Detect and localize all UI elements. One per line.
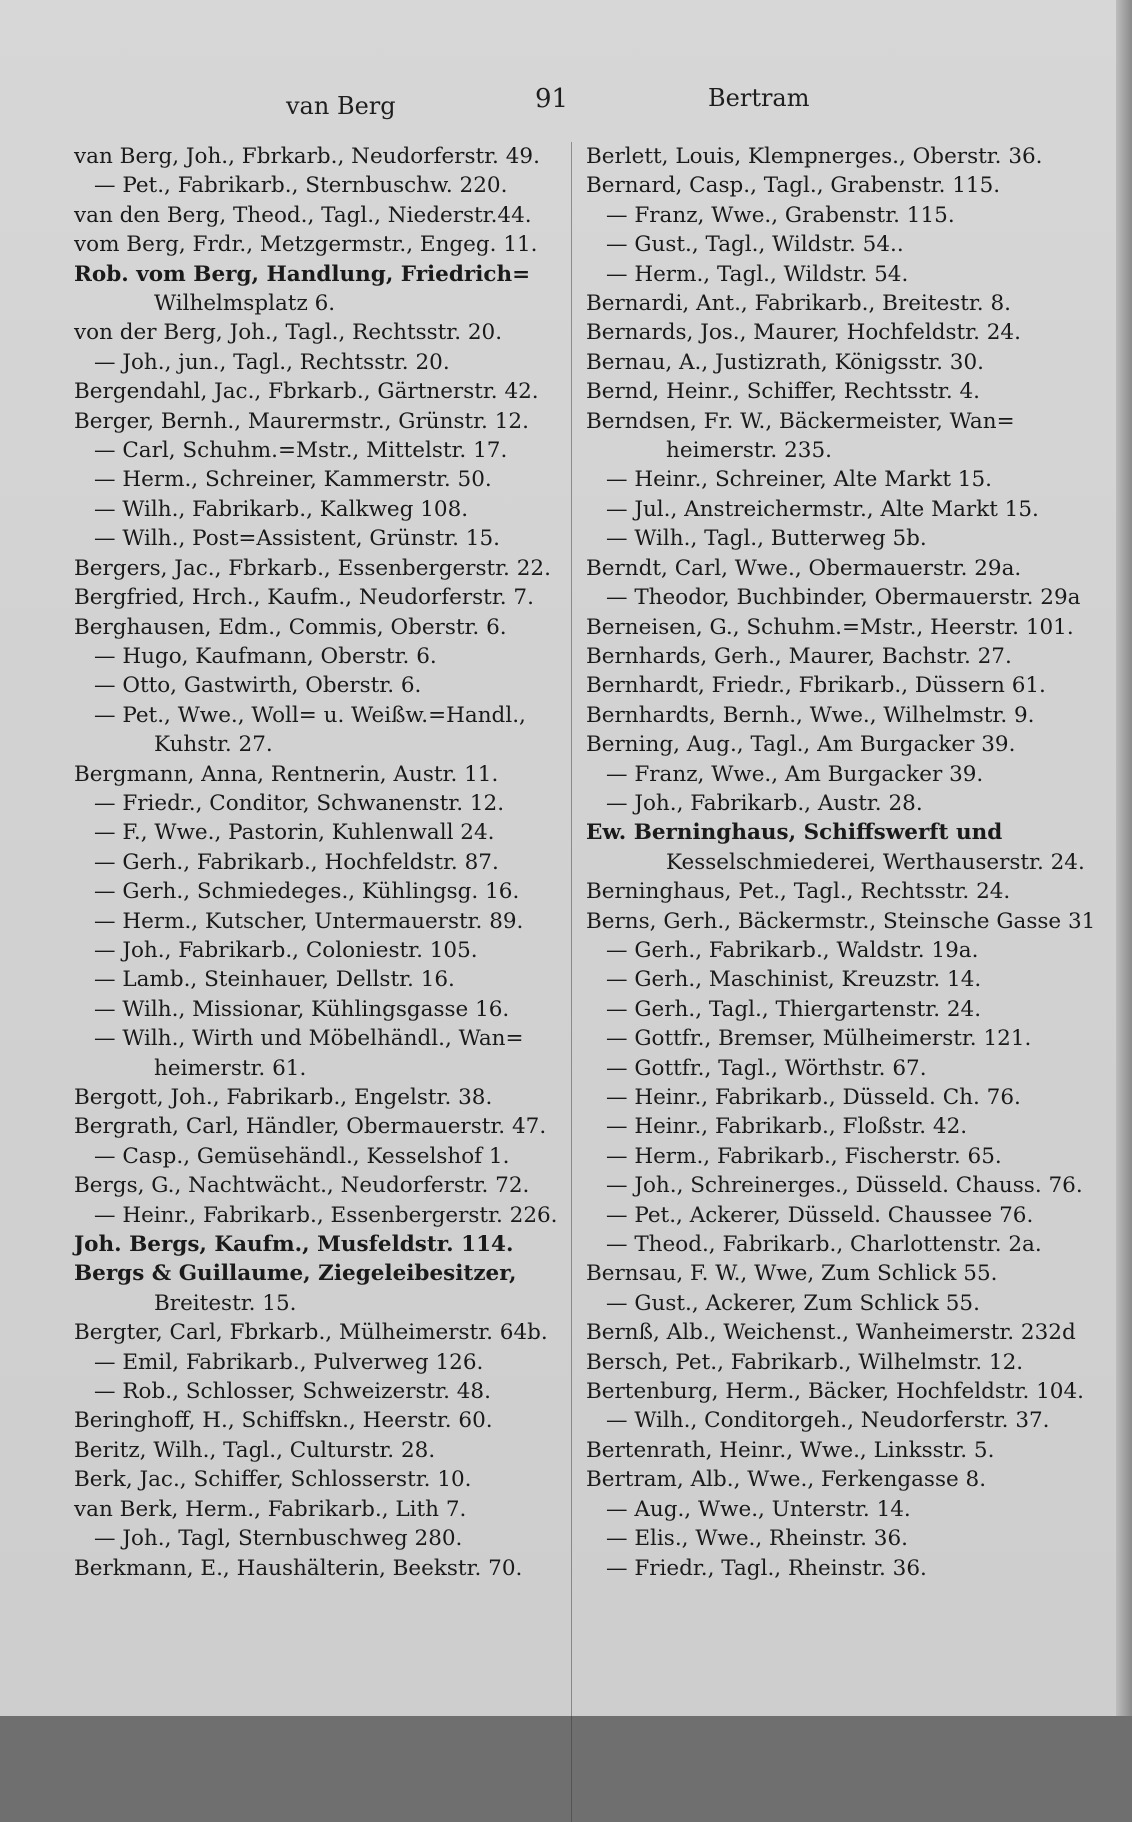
page-edge [1116,0,1132,1716]
directory-entry: Breitestr. 15. [154,1290,297,1316]
directory-entry: heimerstr. 235. [666,438,832,464]
directory-entry: — Theodor, Buchbinder, Obermauerstr. 29a [606,585,1081,611]
directory-entry: Bergter, Carl, Fbrkarb., Mülheimerstr. 64b. [74,1320,548,1346]
directory-entry: — Emil, Fabrikarb., Pulverweg 126. [94,1349,484,1375]
page-header [0,84,1132,124]
directory-entry: — Franz, Wwe., Grabenstr. 115. [606,202,955,228]
directory-entry: Beritz, Wilh., Tagl., Culturstr. 28. [74,1437,436,1463]
directory-entry: — Wilh., Conditorgeh., Neudorferstr. 37. [606,1408,1050,1434]
header-right-keyword: Bertram [708,84,810,112]
directory-entry: — Rob., Schlosser, Schweizerstr. 48. [94,1379,491,1405]
directory-entry: Berlett, Louis, Klempnerges., Oberstr. 36. [586,144,1043,169]
directory-entry: Berk, Jac., Schiffer, Schlosserstr. 10. [74,1467,472,1493]
directory-entry: — Joh., Fabrikarb., Austr. 28. [606,790,923,816]
directory-entry: Kuhstr. 27. [154,732,273,758]
directory-entry: Berneisen, G., Schuhm.=Mstr., Heerstr. 101. [586,614,1074,640]
directory-entry: — Heinr., Fabrikarb., Floßstr. 42. [606,1114,968,1140]
directory-entry: — Herm., Kutscher, Untermauerstr. 89. [94,908,524,934]
directory-entry: — Gerh., Schmiedeges., Kühlingsg. 16. [94,879,520,905]
directory-entry: van Berk, Herm., Fabrikarb., Lith 7. [74,1496,467,1522]
directory-entry: — Theod., Fabrikarb., Charlottenstr. 2a. [606,1232,1042,1258]
directory-entry: Joh. Bergs, Kaufm., Musfeldstr. 114. [74,1232,514,1258]
directory-entry: Bernhardt, Friedr., Fbrikarb., Düssern 61. [586,673,1046,699]
directory-entry: — Joh., Fabrikarb., Coloniestr. 105. [94,937,478,963]
directory-entry: — Heinr., Fabrikarb., Düsseld. Ch. 76. [606,1085,1021,1110]
directory-entry: Berns, Gerh., Bäckermstr., Steinsche Gasse 31 [586,908,1096,934]
directory-entry: Bersch, Pet., Fabrikarb., Wilhelmstr. 12. [586,1349,1024,1375]
directory-entry: — Wilh., Missionar, Kühlingsgasse 16. [94,996,510,1022]
directory-entry: Rob. vom Berg, Handlung, Friedrich= [74,261,531,287]
directory-entry: Bergs, G., Nachtwächt., Neudorferstr. 72. [74,1173,530,1199]
directory-entry: — Pet., Ackerer, Düsseld. Chaussee 76. [606,1202,1034,1228]
directory-entry: — Herm., Schreiner, Kammerstr. 50. [94,467,492,493]
directory-entry: von der Berg, Joh., Tagl., Rechtsstr. 20. [74,320,503,346]
directory-entry: Bergendahl, Jac., Fbrkarb., Gärtnerstr. 42. [74,379,539,405]
directory-entry: — Heinr., Fabrikarb., Essenbergerstr. 226. [94,1202,558,1228]
directory-entry: Bernhards, Gerh., Maurer, Bachstr. 27. [586,643,1012,669]
directory-entry: — Carl, Schuhm.=Mstr., Mittelstr. 17. [94,438,508,464]
directory-entry: Bernhardts, Bernh., Wwe., Wilhelmstr. 9. [586,702,1035,728]
directory-entry: Berndt, Carl, Wwe., Obermauerstr. 29a. [586,555,1022,581]
directory-entry: Berkmann, E., Haushälterin, Beekstr. 70. [74,1555,523,1581]
directory-entry: Bergrath, Carl, Händler, Obermauerstr. 47. [74,1114,547,1140]
page-number: 91 [535,84,569,114]
directory-entry: Bernd, Heinr., Schiffer, Rechtsstr. 4. [586,379,981,405]
directory-entry: — Gerh., Tagl., Thiergartenstr. 24. [606,996,982,1022]
directory-entry: — Jul., Anstreichermstr., Alte Markt 15. [606,496,1039,522]
directory-entry: — Joh., Tagl, Sternbuschweg 280. [94,1526,463,1552]
directory-entry: Bernau, A., Justizrath, Königsstr. 30. [586,349,985,375]
directory-entry: Bergott, Joh., Fabrikarb., Engelstr. 38. [74,1085,493,1110]
directory-entry: van den Berg, Theod., Tagl., Niederstr.44. [74,202,532,228]
directory-entry: — Wilh., Tagl., Butterweg 5b. [606,526,927,552]
directory-entry: heimerstr. 61. [154,1055,307,1081]
directory-entry: Bernardi, Ant., Fabrikarb., Breitestr. 8. [586,291,1011,317]
directory-entry: — Franz, Wwe., Am Burgacker 39. [606,761,984,787]
directory-entry: — Gust., Ackerer, Zum Schlick 55. [606,1290,980,1316]
directory-entry: — Wilh., Post=Assistent, Grünstr. 15. [94,526,501,552]
directory-entry: Bergers, Jac., Fbrkarb., Essenbergerstr. 22. [74,555,551,581]
directory-entry: Bertenrath, Heinr., Wwe., Linksstr. 5. [586,1437,995,1463]
directory-entry: — Elis., Wwe., Rheinstr. 36. [606,1526,908,1552]
directory-entry: — Joh., Schreinerges., Düsseld. Chauss. 76. [606,1173,1083,1199]
header-left-keyword: van Berg [286,92,396,120]
directory-entry: Bergmann, Anna, Rentnerin, Austr. 11. [74,761,499,787]
directory-entry: Berning, Aug., Tagl., Am Burgacker 39. [586,732,1016,758]
directory-entry: Ew. Berninghaus, Schiffswerft und [586,820,1003,846]
right-column [586,142,1096,1583]
directory-entry: Bertram, Alb., Wwe., Ferkengasse 8. [586,1467,987,1493]
directory-entry: van Berg, Joh., Fbrkarb., Neudorferstr. 49. [74,144,540,169]
directory-entry: — Friedr., Conditor, Schwanenstr. 12. [94,790,505,816]
directory-entry: Kesselschmiederei, Werthauserstr. 24. [666,849,1085,875]
directory-entry: — Pet., Fabrikarb., Sternbuschw. 220. [94,173,508,199]
directory-entry: Berghausen, Edm., Commis, Oberstr. 6. [74,614,507,640]
directory-entry: — Friedr., Tagl., Rheinstr. 36. [606,1555,927,1581]
directory-entry: Berninghaus, Pet., Tagl., Rechtsstr. 24. [586,879,1011,905]
directory-entry: Berndsen, Fr. W., Bäckermeister, Wan= [586,408,1015,434]
directory-entry: — Wilh., Fabrikarb., Kalkweg 108. [94,496,469,522]
directory-entry: Bergfried, Hrch., Kaufm., Neudorferstr. 7. [74,585,534,611]
directory-entry: vom Berg, Frdr., Metzgermstr., Engeg. 11. [74,232,538,258]
directory-entry: — Gerh., Fabrikarb., Hochfeldstr. 87. [94,849,499,875]
directory-entry: — Lamb., Steinhauer, Dellstr. 16. [94,967,455,993]
directory-entry: — Pet., Wwe., Woll= u. Weißw.=Handl., [94,702,526,728]
directory-entry: — Otto, Gastwirth, Oberstr. 6. [94,673,422,699]
directory-entry: — Gust., Tagl., Wildstr. 54.. [606,232,904,258]
directory-entry: Bernard, Casp., Tagl., Grabenstr. 115. [586,173,1001,199]
directory-entry: Bernsau, F. W., Wwe, Zum Schlick 55. [586,1261,998,1287]
left-column [74,142,574,1583]
directory-entry: — Gottfr., Tagl., Wörthstr. 67. [606,1055,927,1081]
directory-entry: Wilhelmsplatz 6. [154,291,336,317]
directory-entry: Bertenburg, Herm., Bäcker, Hochfeldstr. 104. [586,1379,1084,1405]
directory-entry: Beringhoff, H., Schiffskn., Heerstr. 60. [74,1408,493,1434]
directory-entry: Berger, Bernh., Maurermstr., Grünstr. 12. [74,408,529,434]
directory-entry: — Gerh., Fabrikarb., Waldstr. 19a. [606,937,979,963]
directory-entry: — Herm., Fabrikarb., Fischerstr. 65. [606,1143,1002,1169]
directory-entry: Bernß, Alb., Weichenst., Wanheimerstr. 232d [586,1320,1076,1346]
directory-entry: Bernards, Jos., Maurer, Hochfeldstr. 24. [586,320,1021,346]
directory-entry: — Gerh., Maschinist, Kreuzstr. 14. [606,967,982,993]
directory-entry: — Herm., Tagl., Wildstr. 54. [606,261,909,287]
directory-entry: — Aug., Wwe., Unterstr. 14. [606,1496,911,1522]
directory-entry: Bergs & Guillaume, Ziegeleibesitzer, [74,1261,517,1287]
directory-entry: — Casp., Gemüsehändl., Kesselshof 1. [94,1143,510,1169]
directory-entry: — Joh., jun., Tagl., Rechtsstr. 20. [94,349,450,375]
directory-entry: — F., Wwe., Pastorin, Kuhlenwall 24. [94,820,495,846]
directory-entry: — Hugo, Kaufmann, Oberstr. 6. [94,643,437,669]
directory-entry: — Gottfr., Bremser, Mülheimerstr. 121. [606,1026,1032,1052]
directory-entry: — Wilh., Wirth und Möbelhändl., Wan= [94,1026,524,1052]
directory-entry: — Heinr., Schreiner, Alte Markt 15. [606,467,993,493]
